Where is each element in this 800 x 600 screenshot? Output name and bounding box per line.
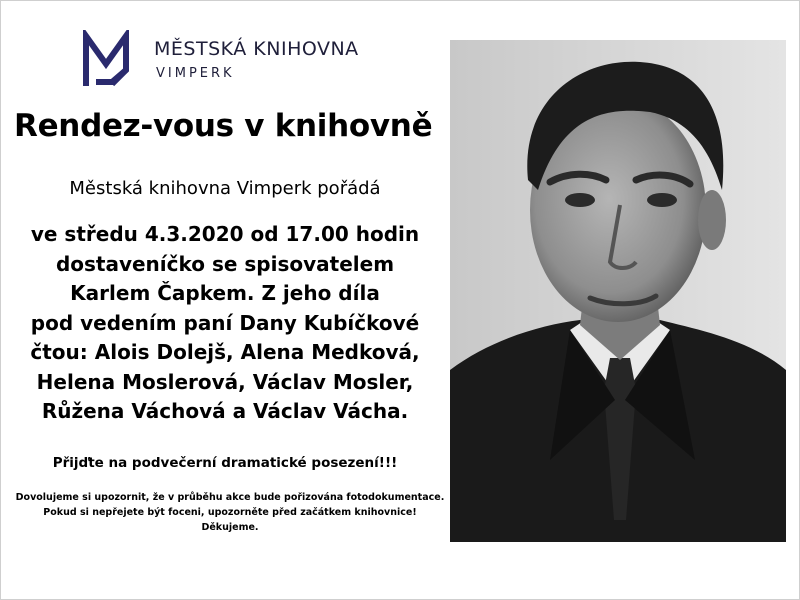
event-line: čtou: Alois Dolejš, Alena Medková, [30, 340, 420, 364]
library-logo [82, 30, 382, 90]
photo-notice [0, 490, 460, 535]
event-line: Karlem Čapkem. Z jeho díla [70, 281, 380, 305]
notice-line: Dovolujeme si upozornit, že v průběhu akce bude pořizována fotodokumentace. [15, 492, 445, 503]
event-line: pod vedením paní Dany Kubíčkové [30, 310, 420, 335]
author-portrait-photo [450, 40, 786, 542]
notice-line: Pokud si nepřejete být foceni, upozorněte před začátkem knihovnice! [43, 507, 417, 518]
poster-title: Rendez-vous v knihovně [14, 108, 433, 144]
library-logo-mark-icon [82, 30, 144, 90]
library-city: VIMPERK [156, 66, 235, 81]
portrait-illustration [450, 40, 786, 542]
library-name: MĚSTSKÁ KNIHOVNA [154, 38, 359, 60]
event-line: Helena Moslerová, Václav Mosler, [36, 369, 414, 394]
invitation-line: Přijďte na podvečerní dramatické posezení!!! [52, 455, 398, 471]
event-line: dostaveníčko se spisovatelem [55, 251, 395, 276]
event-line: Růžena Váchová a Václav Vácha. [41, 399, 409, 423]
event-line: ve středu 4.3.2020 od 17.00 hodin [30, 222, 420, 246]
notice-line: Děkujeme. [201, 522, 259, 533]
event-description [0, 220, 450, 427]
organizer-line: Městská knihovna Vimperk pořádá [69, 178, 381, 199]
